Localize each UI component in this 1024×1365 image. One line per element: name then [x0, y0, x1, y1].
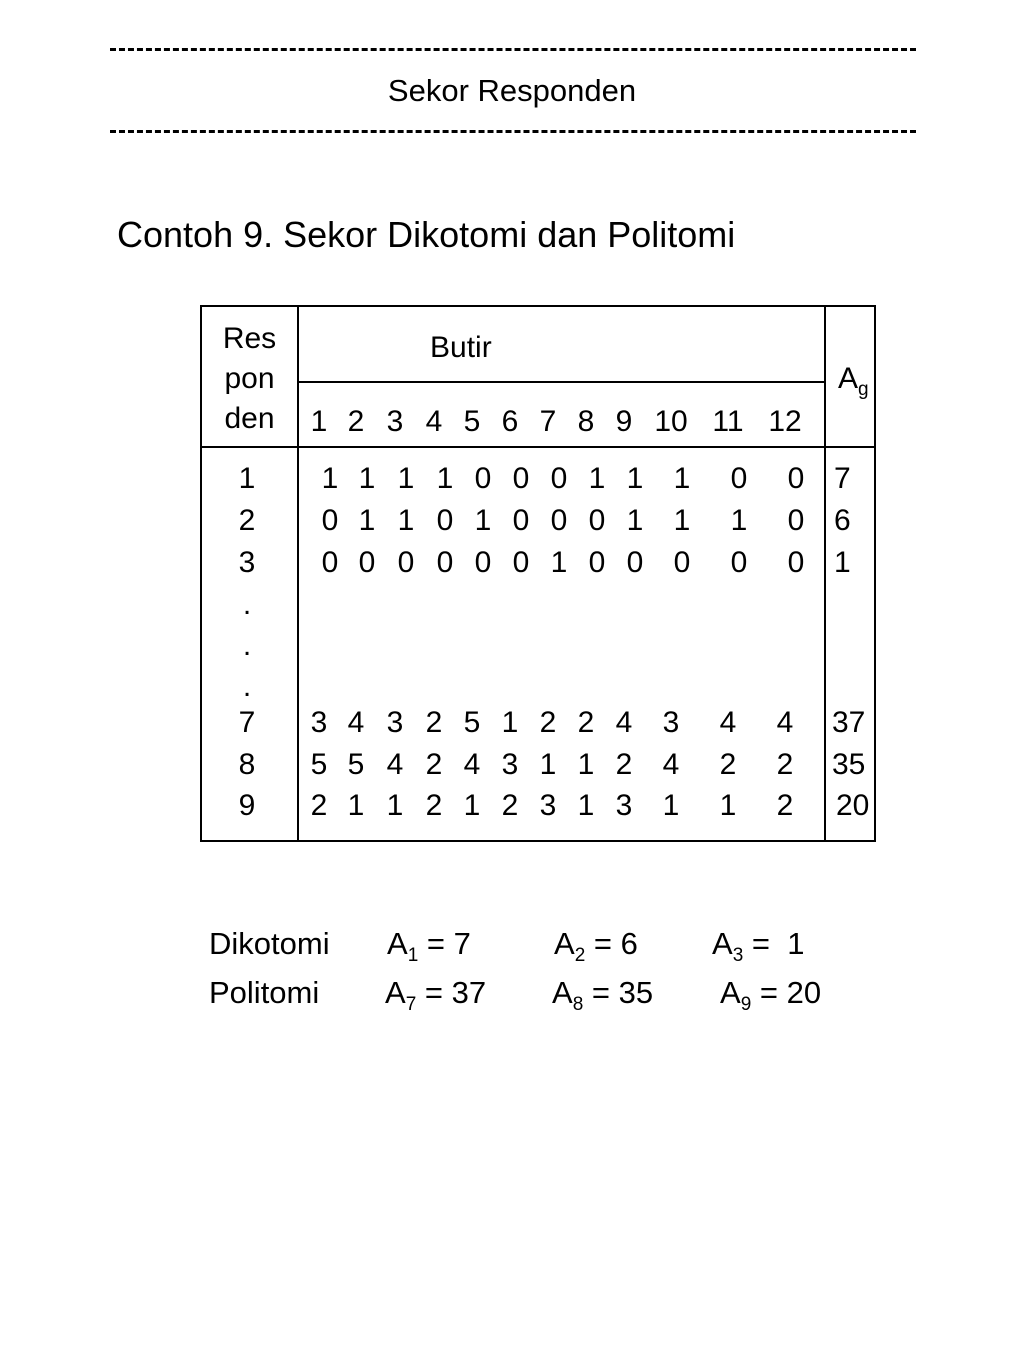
score-cell: 4	[662, 748, 680, 781]
score-table	[200, 305, 876, 842]
summary-var: A	[387, 926, 408, 961]
score-cell: 1	[501, 706, 519, 739]
score-cell: 0	[550, 504, 568, 537]
score-cell: 0	[626, 546, 644, 579]
score-cell: 0	[588, 504, 606, 537]
score-cell: 4	[347, 706, 365, 739]
score-cell: 3	[615, 789, 633, 822]
summary-var: A	[712, 926, 733, 961]
score-cell: 0	[787, 504, 805, 537]
score-cell: 0	[512, 504, 530, 537]
score-cell: 0	[673, 546, 691, 579]
score-cell: 4	[463, 748, 481, 781]
item-number: 1	[310, 405, 328, 438]
responden-id: 3	[238, 546, 256, 579]
responden-id: 9	[238, 789, 256, 822]
table-divider-header	[202, 446, 874, 448]
score-cell: 1	[386, 789, 404, 822]
summary-dikotomi-label: Dikotomi	[209, 926, 330, 961]
score-cell: 5	[463, 706, 481, 739]
item-number: 7	[539, 405, 557, 438]
total-score: 20	[836, 789, 870, 822]
score-cell: 1	[730, 504, 748, 537]
responden-header	[202, 319, 297, 439]
score-cell: 1	[626, 504, 644, 537]
score-cell: 0	[436, 546, 454, 579]
responden-id: .	[242, 670, 252, 703]
item-number: 2	[347, 405, 365, 438]
score-cell: 1	[662, 789, 680, 822]
score-cell: 1	[577, 748, 595, 781]
score-cell: 0	[512, 546, 530, 579]
score-cell: 0	[321, 546, 339, 579]
item-number: 11	[712, 405, 744, 438]
score-cell: 1	[358, 462, 376, 495]
summary-sub: 7	[405, 994, 417, 1015]
score-cell: 1	[463, 789, 481, 822]
summary-sub: 1	[407, 945, 419, 966]
score-cell: 0	[321, 504, 339, 537]
score-cell: 4	[615, 706, 633, 739]
example-title: Contoh 9. Sekor Dikotomi dan Politomi	[117, 214, 736, 255]
page-header-title: Sekor Responden	[387, 73, 637, 108]
score-cell: 2	[539, 706, 557, 739]
ag-header	[838, 362, 869, 407]
item-number: 3	[386, 405, 404, 438]
summary-sub: 3	[732, 945, 744, 966]
score-cell: 1	[719, 789, 737, 822]
ag-header-base: A	[838, 362, 859, 395]
item-number: 4	[425, 405, 443, 438]
item-number: 6	[501, 405, 519, 438]
score-cell: 5	[310, 748, 328, 781]
score-cell: 2	[425, 706, 443, 739]
score-cell: 0	[787, 462, 805, 495]
total-score: 37	[832, 706, 866, 739]
score-cell: 0	[730, 546, 748, 579]
responden-header-line: Res	[222, 322, 277, 355]
score-cell: 3	[539, 789, 557, 822]
responden-id: 8	[238, 748, 256, 781]
summary-sub: 2	[574, 945, 586, 966]
score-cell: 0	[358, 546, 376, 579]
score-cell: 0	[588, 546, 606, 579]
score-cell: 0	[787, 546, 805, 579]
score-cell: 0	[474, 462, 492, 495]
summary-var: A	[552, 975, 573, 1010]
score-cell: 4	[719, 706, 737, 739]
table-divider-ag	[824, 307, 826, 840]
score-cell: 1	[397, 462, 415, 495]
score-cell: 0	[397, 546, 415, 579]
summary-var: A	[554, 926, 575, 961]
score-cell: 1	[474, 504, 492, 537]
summary-value: = 35	[583, 975, 654, 1010]
score-cell: 4	[776, 706, 794, 739]
summary-value: = 6	[585, 926, 638, 961]
summary-value: = 37	[416, 975, 487, 1010]
item-number: 8	[577, 405, 595, 438]
ag-header-sub: g	[858, 379, 869, 400]
responden-id: .	[242, 629, 252, 662]
score-cell: 5	[347, 748, 365, 781]
score-cell: 0	[730, 462, 748, 495]
item-number: 12	[768, 405, 802, 438]
summary-value: = 20	[751, 975, 822, 1010]
total-score: 6	[834, 504, 851, 537]
score-cell: 2	[425, 748, 443, 781]
score-cell: 1	[577, 789, 595, 822]
item-number: 10	[654, 405, 688, 438]
score-cell: 3	[662, 706, 680, 739]
summary-value: = 7	[418, 926, 471, 961]
score-cell: 4	[386, 748, 404, 781]
score-cell: 3	[501, 748, 519, 781]
score-cell: 1	[626, 462, 644, 495]
responden-header-line: den	[224, 402, 275, 435]
table-divider-butir	[297, 381, 824, 383]
score-cell: 2	[501, 789, 519, 822]
responden-id: 7	[238, 706, 256, 739]
summary-var: A	[385, 975, 406, 1010]
score-cell: 1	[550, 546, 568, 579]
summary-politomi-label: Politomi	[209, 975, 320, 1010]
score-cell: 2	[719, 748, 737, 781]
score-cell: 3	[310, 706, 328, 739]
score-cell: 2	[776, 789, 794, 822]
score-cell: 1	[397, 504, 415, 537]
item-number: 5	[463, 405, 481, 438]
summary-politomi-item	[552, 973, 653, 1025]
butir-header: Butir	[430, 331, 492, 364]
score-cell: 1	[436, 462, 454, 495]
total-score: 1	[834, 546, 851, 579]
score-cell: 0	[512, 462, 530, 495]
top-dashed-rule	[110, 48, 916, 51]
summary-politomi-item	[720, 973, 821, 1025]
score-cell: 1	[588, 462, 606, 495]
responden-id: 2	[238, 504, 256, 537]
summary-dikotomi-item	[387, 924, 471, 976]
score-cell: 2	[310, 789, 328, 822]
total-score: 7	[834, 462, 851, 495]
summary-dikotomi-item	[554, 924, 638, 976]
responden-id: .	[242, 588, 252, 621]
score-cell: 2	[577, 706, 595, 739]
responden-header-line: pon	[224, 362, 275, 395]
score-cell: 2	[615, 748, 633, 781]
score-cell: 0	[550, 462, 568, 495]
summary-value: = 1	[743, 926, 805, 961]
summary-politomi-item	[385, 973, 486, 1025]
summary-dikotomi-item	[712, 924, 804, 976]
responden-id: 1	[238, 462, 256, 495]
score-cell: 0	[474, 546, 492, 579]
score-cell: 1	[347, 789, 365, 822]
score-cell: 1	[673, 462, 691, 495]
bottom-dashed-rule	[110, 130, 916, 133]
score-cell: 1	[539, 748, 557, 781]
score-cell: 2	[425, 789, 443, 822]
score-cell: 2	[776, 748, 794, 781]
item-number: 9	[615, 405, 633, 438]
score-cell: 3	[386, 706, 404, 739]
total-score: 35	[832, 748, 866, 781]
score-cell: 1	[673, 504, 691, 537]
score-cell: 1	[358, 504, 376, 537]
score-cell: 1	[321, 462, 339, 495]
summary-sub: 9	[740, 994, 752, 1015]
summary-var: A	[720, 975, 741, 1010]
summary-sub: 8	[572, 994, 584, 1015]
score-cell: 0	[436, 504, 454, 537]
